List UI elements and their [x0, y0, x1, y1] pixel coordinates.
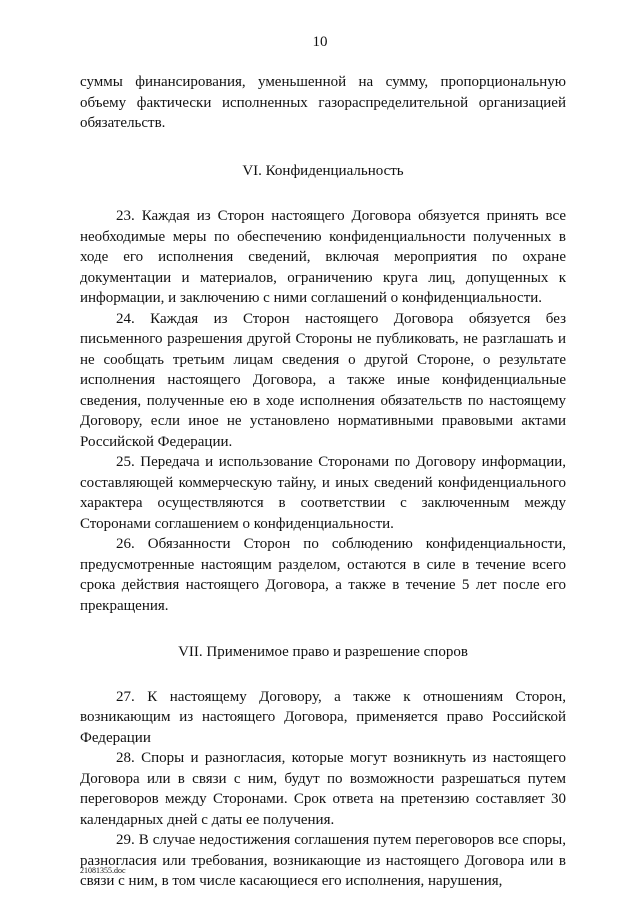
- paragraph-25: 25. Передача и использование Сторонами по Договору информации, составляющей коммерческую тайну, и иных сведений конфиденциального характера осуществляются в соответствии с заключенным между Сторонами соглашением о конфиденциальности.: [80, 454, 566, 532]
- paragraph-29: 29. В случае недостижения соглашения путем переговоров все споры, разногласия или требования, возникающие из настоящего Договора или в связи с ним, в том числе касающиеся его исполнения, нарушения,: [80, 832, 566, 889]
- paragraph-26: 26. Обязанности Сторон по соблюдению конфиденциальности, предусмотренные настоящим разделом, остаются в силе в течение всего срока действия настоящего Договора, а также в течение 5 лет после его прекращения.: [80, 536, 566, 614]
- document-body: [80, 72, 566, 892]
- paragraph-23: 23. Каждая из Сторон настоящего Договора обязуется принять все необходимые меры по обеспечению конфиденциальности полученных в ходе его исполнения сведений, включая мероприятия по охране документации и материалов, ограничению круга лиц, допущенных к информации, и заключению с ними соглашений о конфиденциальности.: [80, 208, 566, 306]
- paragraph-28: 28. Споры и разногласия, которые могут возникнуть из настоящего Договора или в связи с ним, будут по возможности разрешаться путем переговоров между Сторонами. Срок ответа на претензию составляет 30 календарных дней с даты ее получения.: [80, 750, 566, 828]
- footer-filename: 21081355.doc: [80, 866, 126, 875]
- section-heading-applicable-law: VII. Применимое право и разрешение споров: [178, 644, 468, 660]
- intro-paragraph: суммы финансирования, уменьшенной на сумму, пропорциональную объему фактически исполненных газораспределительной организацией обязательств.: [80, 74, 566, 131]
- paragraph-27: 27. К настоящему Договору, а также к отношениям Сторон, возникающим из настоящего Договора, применяется право Российской Федерации: [80, 688, 566, 746]
- page-number: 10: [312, 34, 328, 50]
- paragraph-24: 24. Каждая из Сторон настоящего Договора обязуется без письменного разрешения другой Стороны не публиковать, не разглашать и не сообщать третьим лицам сведения о другой Стороне, о результате исполнения настоящего Договора, а также иные конфиденциальные сведения, полученные ею в ходе исполнения обязательств по настоящему Договору, если иное не установлено нормативными правовыми актами Российской Федерации.: [80, 310, 566, 450]
- section-heading-confidentiality: VI. Конфиденциальность: [242, 162, 404, 179]
